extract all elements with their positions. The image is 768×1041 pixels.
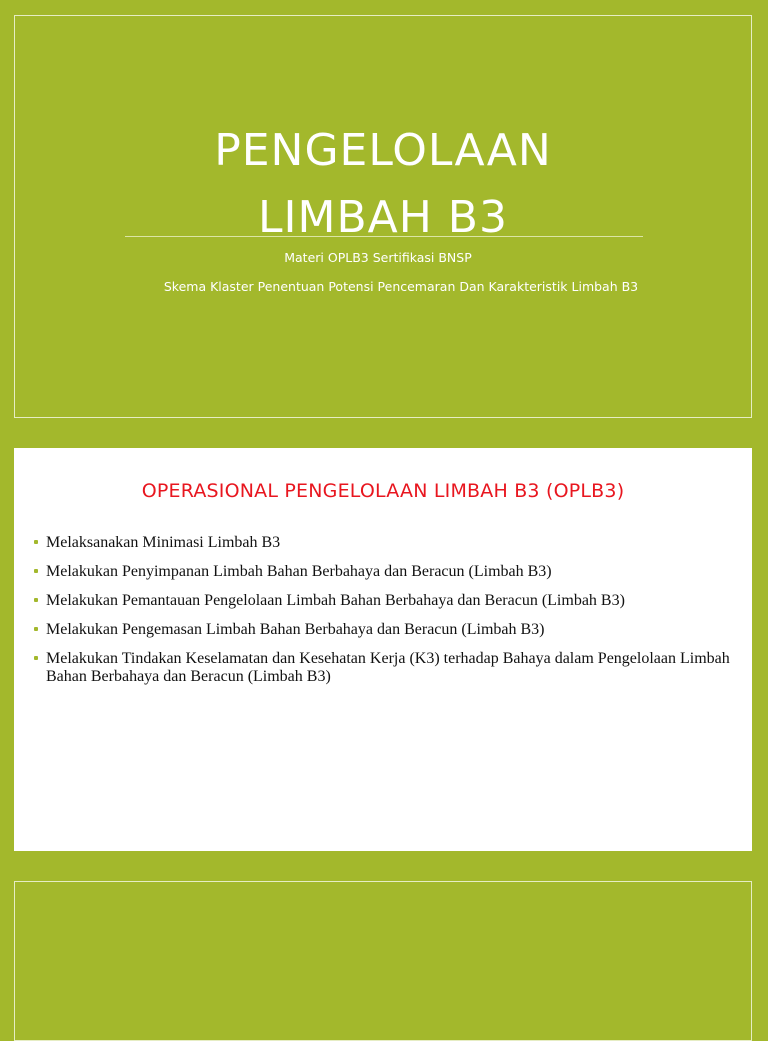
title-divider <box>125 236 643 237</box>
bullet-icon <box>34 540 38 544</box>
bullet-icon <box>34 627 38 631</box>
slide-title-line-2: LIMBAH B3 <box>258 192 508 243</box>
bullet-item <box>34 534 732 552</box>
subtitle-line-1: Materi OPLB3 Sertifikasi BNSP <box>284 250 472 265</box>
content-slide <box>14 448 752 851</box>
bullet-item <box>34 650 732 686</box>
bullet-icon <box>34 569 38 573</box>
bullet-text: Melakukan Pemantauan Pengelolaan Limbah Bahan Berbahaya dan Beracun (Limbah B3) <box>46 592 625 609</box>
bullet-list <box>34 534 732 697</box>
bullet-icon <box>34 656 38 660</box>
bullet-text: Melakukan Penyimpanan Limbah Bahan Berbahaya dan Beracun (Limbah B3) <box>46 563 552 580</box>
bullet-item <box>34 563 732 581</box>
title-slide <box>14 15 752 418</box>
bullet-text: Melaksanakan Minimasi Limbah B3 <box>46 534 281 551</box>
bullet-item <box>34 621 732 639</box>
next-slide-preview <box>14 881 752 1041</box>
bullet-icon <box>34 598 38 602</box>
bullet-text: Melakukan Tindakan Keselamatan dan Kesehatan Kerja (K3) terhadap Bahaya dalam Pengelolaan Limbah Bahan Berbahaya dan Beracun (Limbah B3) <box>46 650 730 685</box>
slide-title-line-1: PENGELOLAAN <box>214 125 552 176</box>
content-slide-title: OPERASIONAL PENGELOLAAN LIMBAH B3 (OPLB3) <box>141 480 625 502</box>
bullet-item <box>34 592 732 610</box>
subtitle-line-2: Skema Klaster Penentuan Potensi Pencemaran Dan Karakteristik Limbah B3 <box>163 279 639 294</box>
bullet-text: Melakukan Pengemasan Limbah Bahan Berbahaya dan Beracun (Limbah B3) <box>46 621 545 638</box>
